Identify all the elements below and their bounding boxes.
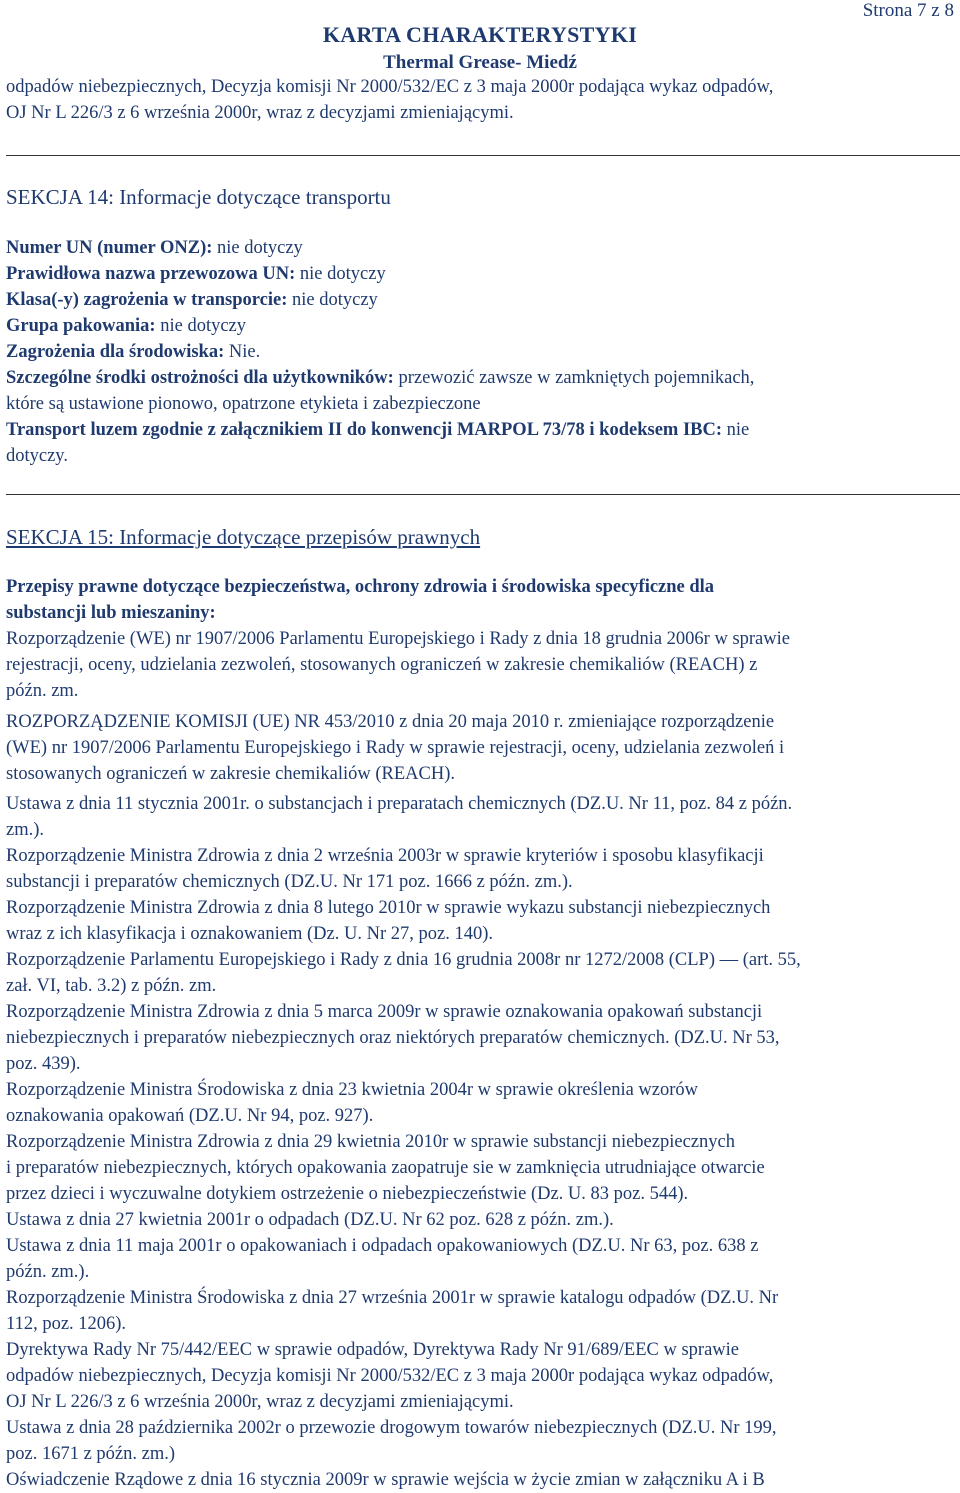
special-precautions-cont: które są ustawione pionowo, opatrzone etykieta i zabezpieczone	[6, 394, 481, 414]
regulation-line: i preparatów niebezpiecznych, których opakowania zaopatruje sie w zamknięcia utrudniające otwarcie	[6, 1158, 765, 1178]
regulation-line: Rozporządzenie (WE) nr 1907/2006 Parlamentu Europejskiego i Rady z dnia 18 grudnia 2006r w sprawie	[6, 629, 790, 649]
item-label: Transport luzem zgodnie z załącznikiem II do konwencji MARPOL 73/78 i kodeksem IBC:	[6, 420, 723, 440]
divider	[6, 494, 960, 495]
section-14-heading: SEKCJA 14: Informacje dotyczące transportu	[6, 185, 391, 209]
regulation-line: 112, poz. 1206).	[6, 1314, 127, 1334]
carryover-line: odpadów niebezpiecznych, Decyzja komisji Nr 2000/532/EC z 3 maja 2000r podająca wykaz odpadów,	[6, 77, 774, 97]
transport-item	[6, 261, 956, 287]
regulation-line: zał. VI, tab. 3.2) z późn. zm.	[6, 976, 217, 996]
document-title: KARTA CHARAKTERYSTYKI	[322, 22, 638, 47]
regulation-line: (WE) nr 1907/2006 Parlamentu Europejskiego i Rady w sprawie rejestracji, oceny, udzielania zezwoleń i	[6, 738, 785, 758]
carryover-text	[6, 74, 960, 126]
regulation-line: przez dzieci i wyczuwalne dotykiem ostrzeżenie o niebezpieczeństwie (Dz. U. 83 poz. 544).	[6, 1184, 689, 1204]
regulation-line: Rozporządzenie Ministra Zdrowia z dnia 5 marca 2009r w sprawie oznakowania opakowań substancji	[6, 1002, 763, 1022]
section-15-body	[6, 709, 956, 787]
section-14-body	[6, 235, 956, 469]
item-value: nie dotyczy	[295, 264, 386, 284]
item-label: Prawidłowa nazwa przewozowa UN:	[6, 264, 296, 284]
regulations-intro: Przepisy prawne dotyczące bezpieczeństwa, ochrony zdrowia i środowiska specyficzne dla	[6, 577, 715, 597]
item-label: Zagrożenia dla środowiska:	[6, 342, 225, 362]
regulation-line: substancji i preparatów chemicznych (DZ.U. Nr 171 poz. 1666 z późn. zm.).	[6, 872, 573, 892]
marpol-transport-cont: dotyczy.	[6, 446, 68, 466]
marpol-transport	[6, 417, 956, 443]
regulation-line: Rozporządzenie Parlamentu Europejskiego i Rady z dnia 16 grudnia 2008r nr 1272/2008 (CLP) — (art. 55,	[6, 950, 801, 970]
regulation-line: poz. 439).	[6, 1054, 81, 1074]
regulation-line: późn. zm.).	[6, 1262, 90, 1282]
regulation-line: zm.).	[6, 820, 45, 840]
regulation-line: stosowanych ograniczeń w zakresie chemikaliów (REACH).	[6, 764, 455, 784]
product-name: Thermal Grease- Miedź	[383, 52, 577, 73]
regulation-line: Rozporządzenie Ministra Zdrowia z dnia 8 lutego 2010r w sprawie wykazu substancji niebezpiecznych	[6, 898, 771, 918]
regulation-line: Ustawa z dnia 27 kwietnia 2001r o odpadach (DZ.U. Nr 62 poz. 628 z późn. zm.).	[6, 1210, 614, 1230]
transport-item	[6, 287, 956, 313]
divider	[6, 155, 960, 156]
item-label: Klasa(-y) zagrożenia w transporcie:	[6, 290, 288, 310]
regulation-line: Ustawa z dnia 11 maja 2001r o opakowaniach i odpadach opakowaniowych (DZ.U. Nr 63, poz. 638 z	[6, 1236, 759, 1256]
regulation-line: Rozporządzenie Ministra Zdrowia z dnia 2 września 2003r w sprawie kryteriów i sposobu klasyfikacji	[6, 846, 764, 866]
item-value: nie	[722, 420, 750, 440]
regulation-line: poz. 1671 z późn. zm.)	[6, 1444, 176, 1464]
regulation-line: niebezpiecznych i preparatów niebezpiecznych oraz niektórych preparatów chemicznych. (DZ.U. Nr 53,	[6, 1028, 780, 1048]
regulation-line: Rozporządzenie Ministra Środowiska z dnia 23 kwietnia 2004r w sprawie określenia wzorów	[6, 1080, 699, 1100]
regulation-line: Ustawa z dnia 11 stycznia 2001r. o substancjach i preparatach chemicznych (DZ.U. Nr 11, poz. 84 z późn.	[6, 794, 793, 814]
transport-item	[6, 235, 956, 261]
transport-item	[6, 339, 956, 365]
regulation-line: Rozporządzenie Ministra Środowiska z dnia 27 września 2001r w sprawie katalogu odpadów (DZ.U. Nr	[6, 1288, 779, 1308]
section-15-body	[6, 791, 956, 1493]
carryover-line: OJ Nr L 226/3 z 6 września 2000r, wraz z decyzjami zmieniającymi.	[6, 103, 514, 123]
regulation-line: późn. zm.	[6, 681, 79, 701]
regulation-line: Oświadczenie Rządowe z dnia 16 stycznia 2009r w sprawie wejścia w życie zmian w załączniku A i B	[6, 1470, 765, 1490]
regulation-line: wraz z ich klasyfikacja i oznakowaniem (Dz. U. Nr 27, poz. 140).	[6, 924, 493, 944]
item-value: nie dotyczy	[155, 316, 247, 336]
item-value: nie dotyczy	[287, 290, 378, 310]
page-number: Strona 7 z 8	[862, 0, 954, 21]
item-value: przewozić zawsze w zamkniętych pojemnikach,	[393, 368, 755, 388]
regulation-line: OJ Nr L 226/3 z 6 września 2000r, wraz z decyzjami zmieniającymi.	[6, 1392, 514, 1412]
item-value: nie dotyczy	[212, 238, 303, 258]
item-label: Numer UN (numer ONZ):	[6, 238, 213, 258]
regulations-intro: substancji lub mieszaniny:	[6, 603, 216, 623]
transport-item	[6, 313, 956, 339]
regulation-line: rejestracji, oceny, udzielania zezwoleń, stosowanych ograniczeń w zakresie chemikaliów (REACH) z	[6, 655, 758, 675]
item-label: Grupa pakowania:	[6, 316, 156, 336]
regulation-line: ROZPORZĄDZENIE KOMISJI (UE) NR 453/2010 z dnia 20 maja 2010 r. zmieniające rozporządzenie	[6, 712, 775, 732]
item-label: Szczególne środki ostrożności dla użytkowników:	[6, 368, 394, 388]
regulation-line: Dyrektywa Rady Nr 75/442/EEC w sprawie odpadów, Dyrektywa Rady Nr 91/689/EEC w sprawie	[6, 1340, 739, 1360]
regulation-line: Ustawa z dnia 28 października 2002r o przewozie drogowym towarów niebezpiecznych (DZ.U. Nr 199,	[6, 1418, 777, 1438]
special-precautions	[6, 365, 956, 391]
regulation-line: odpadów niebezpiecznych, Decyzja komisji Nr 2000/532/EC z 3 maja 2000r podająca wykaz odpadów,	[6, 1366, 774, 1386]
item-value: Nie.	[224, 342, 261, 362]
regulation-line: oznakowania opakowań (DZ.U. Nr 94, poz. 927).	[6, 1106, 374, 1126]
section-15-body	[6, 574, 956, 704]
regulation-line: Rozporządzenie Ministra Zdrowia z dnia 29 kwietnia 2010r w sprawie substancji niebezpiecznych	[6, 1132, 735, 1152]
section-15-heading: SEKCJA 15: Informacje dotyczące przepisów prawnych	[6, 525, 481, 549]
